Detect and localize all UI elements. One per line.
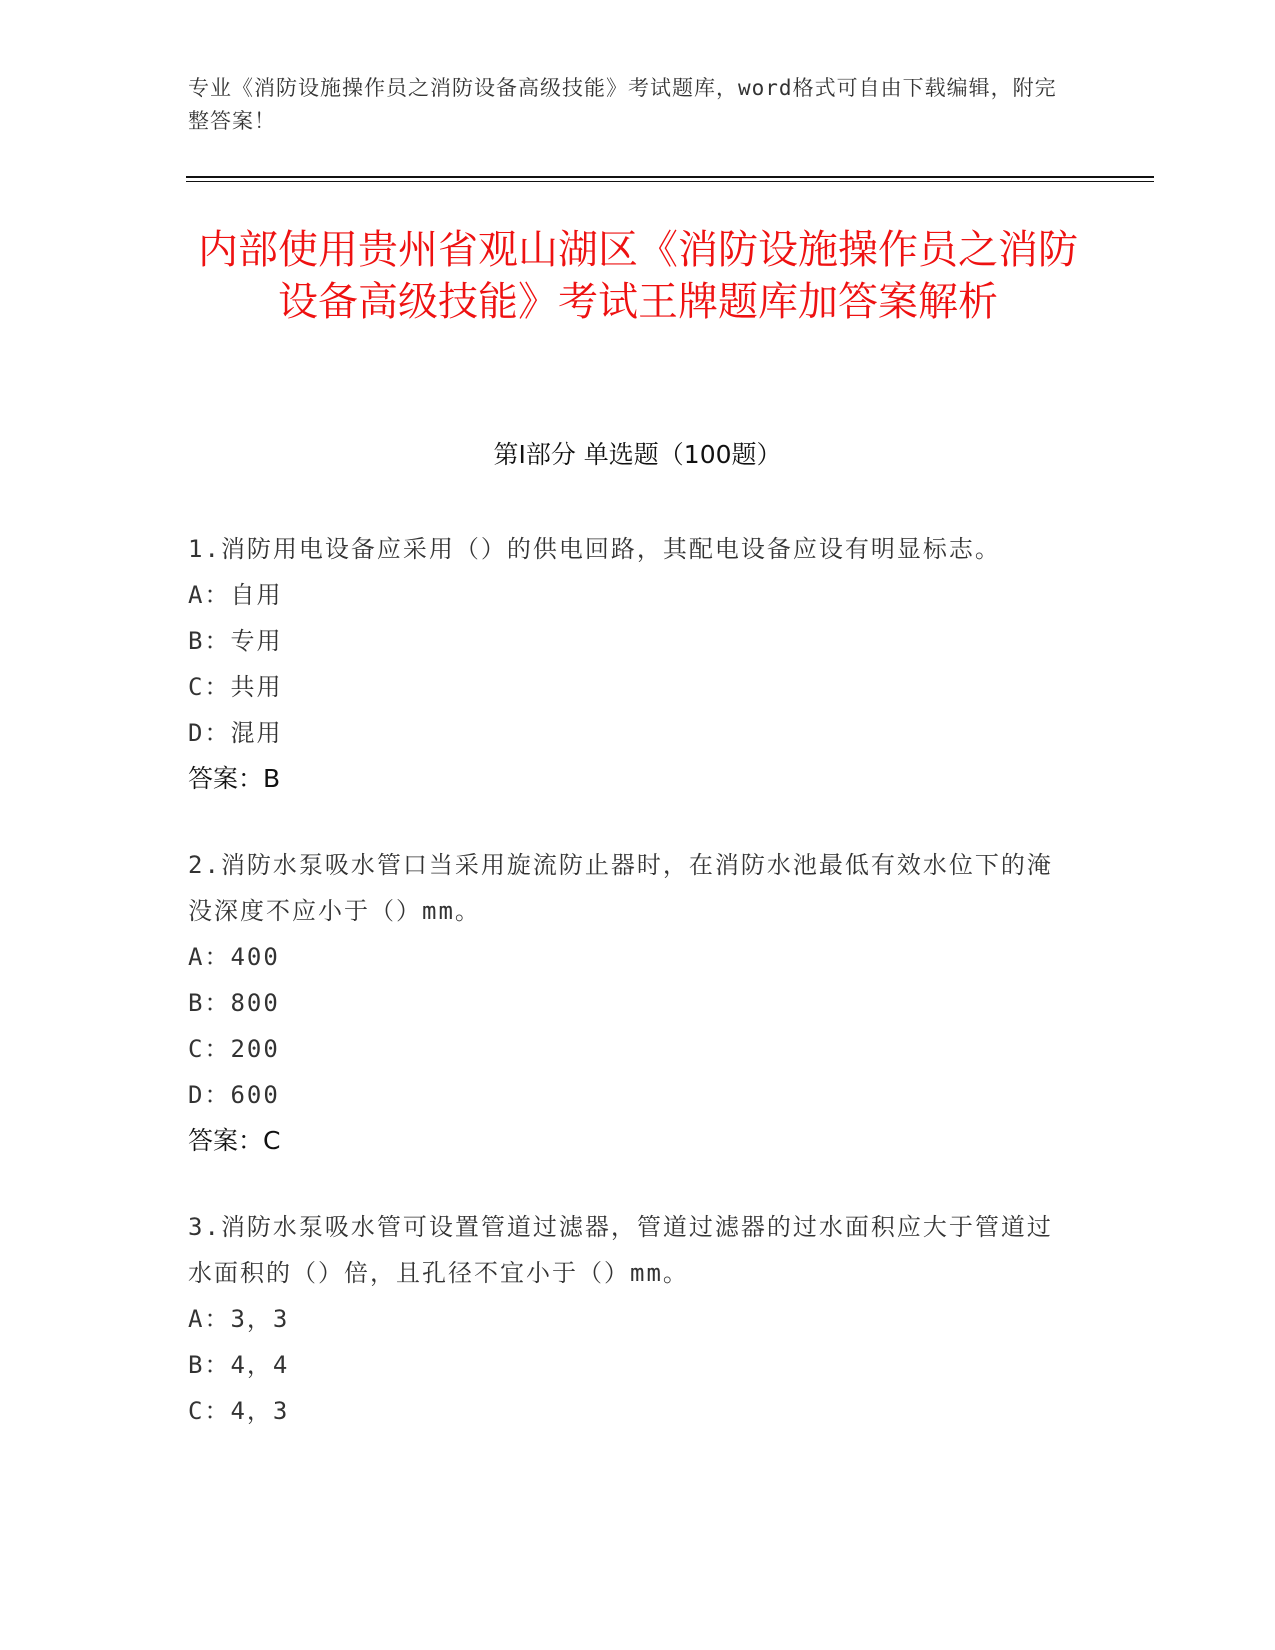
answer-line: 答案：C <box>188 1126 281 1155</box>
option-b: B：专用 <box>188 627 283 655</box>
option-c: C：200 <box>188 1035 280 1063</box>
option-b: B：4，4 <box>188 1351 290 1379</box>
option-c: C：共用 <box>188 673 283 701</box>
option-d: D：混用 <box>188 719 283 747</box>
option-a: A：自用 <box>188 581 283 609</box>
question-stem: 3.消防水泵吸水管可设置管道过滤器，管道过滤器的过水面积应大于管道过水面积的（）倍，且孔径不宜小于（）mm。 <box>188 1213 1053 1287</box>
section-title: 第Ⅰ部分 单选题（100题） <box>493 440 782 469</box>
question-list <box>188 526 1068 1474</box>
question-stem: 1.消防用电设备应采用（）的供电回路，其配电设备应设有明显标志。 <box>188 535 1001 563</box>
header-note: 专业《消防设施操作员之消防设备高级技能》考试题库，word格式可自由下载编辑，附完整答案！ <box>188 76 1057 133</box>
answer-line: 答案：B <box>188 764 281 793</box>
header-divider-thick <box>186 176 1154 178</box>
question-1 <box>188 526 1068 802</box>
document-title: 内部使用贵州省观山湖区《消防设施操作员之消防设备高级技能》考试王牌题库加答案解析 <box>198 227 1078 325</box>
header-divider-thin <box>186 181 1154 182</box>
question-stem: 2.消防水泵吸水管口当采用旋流防止器时，在消防水池最低有效水位下的淹没深度不应小于（）mm。 <box>188 851 1053 925</box>
option-a: A：3，3 <box>188 1305 290 1333</box>
question-2 <box>188 842 1068 1164</box>
option-d: D：600 <box>188 1081 280 1109</box>
option-c: C：4，3 <box>188 1397 290 1425</box>
option-a: A：400 <box>188 943 280 971</box>
option-b: B：800 <box>188 989 280 1017</box>
question-3 <box>188 1204 1068 1434</box>
